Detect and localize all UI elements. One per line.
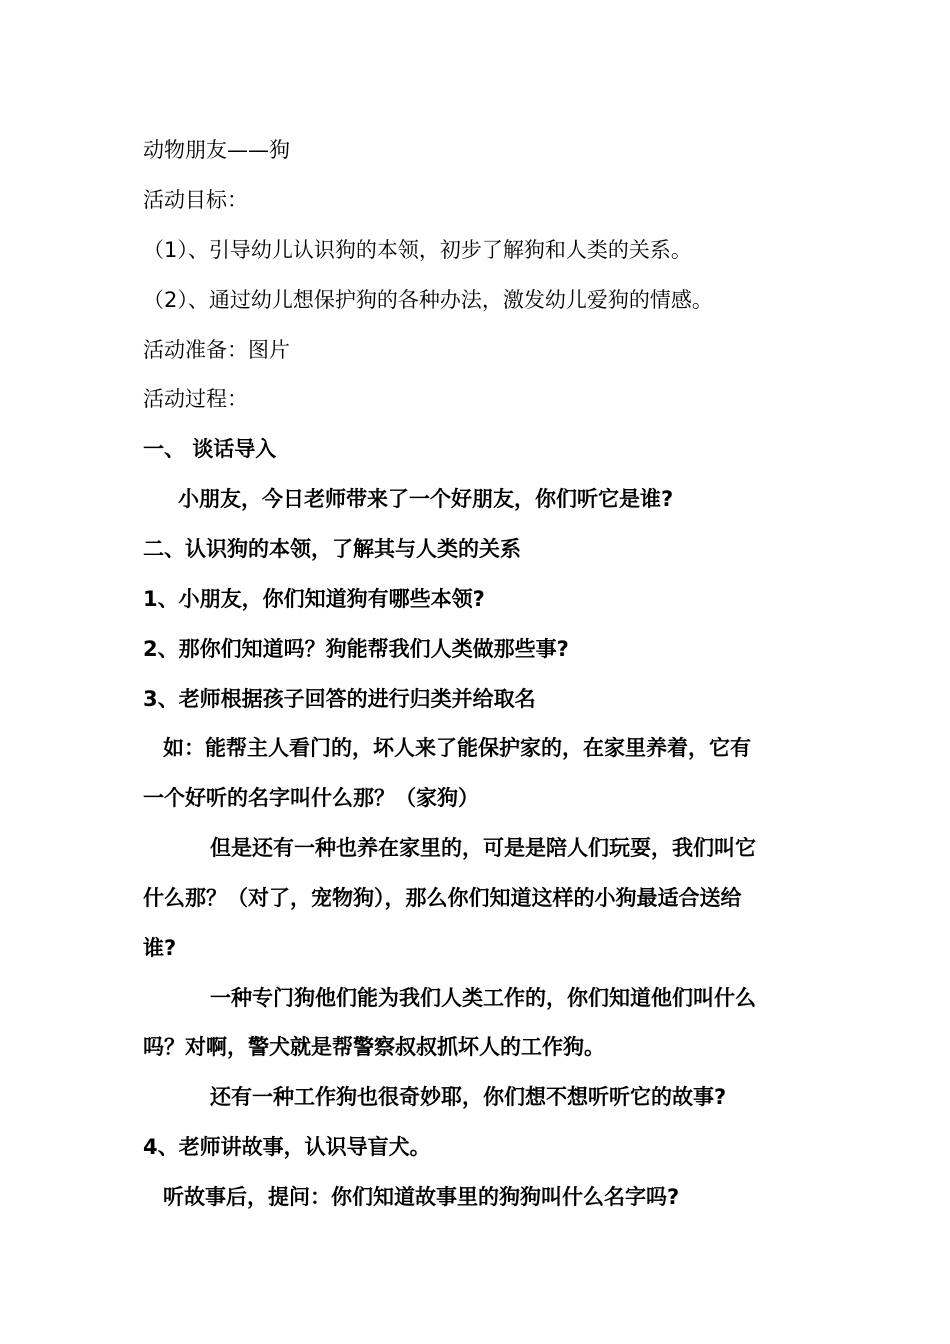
paragraph-3-line-1: 一种专门狗他们能为我们人类工作的，你们知道他们叫什么 — [210, 986, 756, 1010]
paragraph-1-line-2: 一个好听的名字叫什么那？（家狗） — [143, 786, 479, 810]
list-item-4: 4、老师讲故事，认识导盲犬。 — [143, 1135, 431, 1159]
paragraph-2-line-1: 但是还有一种也养在家里的，可是是陪人们玩耍，我们叫它 — [210, 836, 756, 860]
process-heading: 活动过程： — [143, 387, 248, 411]
goals-heading: 活动目标： — [143, 188, 248, 212]
paragraph-2-line-3: 谁? — [143, 936, 177, 960]
list-item-3: 3、老师根据孩子回答的进行归类并给取名 — [143, 687, 536, 711]
paragraph-2-line-2: 什么那？（对了，宠物狗），那么你们知道这样的小狗最适合送给 — [143, 886, 742, 910]
goal-2: （2）、通过幼儿想保护狗的各种办法，激发幼儿爱狗的情感。 — [143, 288, 713, 312]
list-item-1: 1、小朋友，你们知道狗有哪些本领? — [143, 587, 485, 611]
section-2-heading: 二、认识狗的本领，了解其与人类的关系 — [143, 537, 521, 561]
section-1-heading: 一、 谈话导入 — [143, 437, 277, 461]
goal-1: （1）、引导幼儿认识狗的本领，初步了解狗和人类的关系。 — [143, 238, 692, 262]
section-1-text: 小朋友，今日老师带来了一个好朋友，你们听它是谁? — [178, 487, 674, 511]
paragraph-4: 还有一种工作狗也很奇妙耶，你们想不想听听它的故事? — [210, 1085, 727, 1109]
paragraph-3-line-2: 吗？对啊，警犬就是帮警察叔叔抓坏人的工作狗。 — [143, 1035, 605, 1059]
list-item-2: 2、那你们知道吗？狗能帮我们人类做那些事? — [143, 637, 569, 661]
document-title: 动物朋友——狗 — [143, 138, 290, 162]
paragraph-1-line-1: 如：能帮主人看门的，坏人来了能保护家的，在家里养着，它有 — [163, 736, 751, 760]
paragraph-5: 听故事后，提问：你们知道故事里的狗狗叫什么名字吗? — [163, 1185, 680, 1209]
preparation: 活动准备：图片 — [143, 338, 290, 362]
